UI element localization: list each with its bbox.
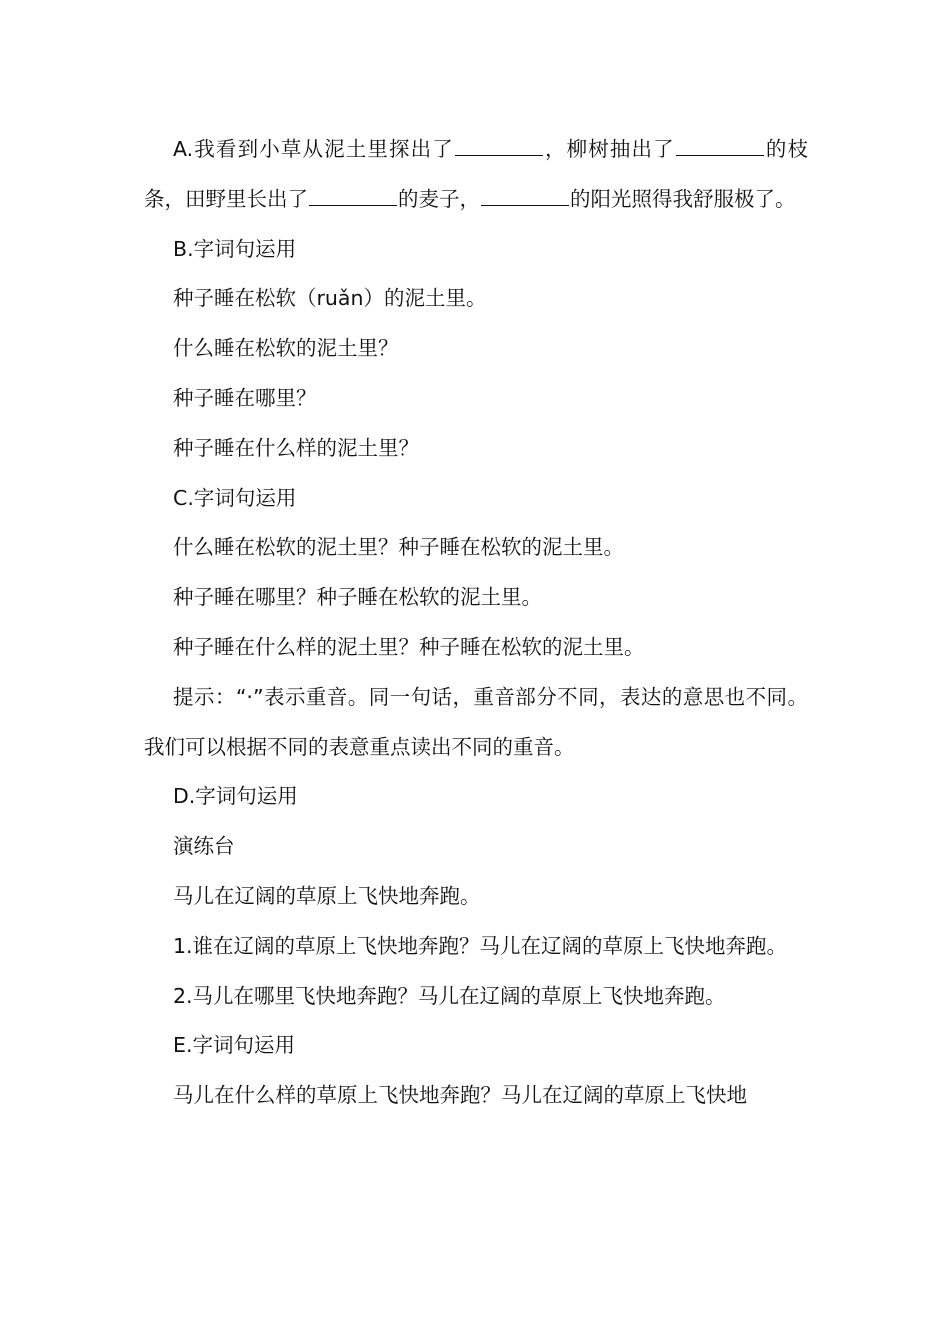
example-sentence: 种子睡在松软（ruǎn）的泥土里。 [173, 286, 487, 311]
text-segment: ，柳树抽出了 [543, 137, 675, 161]
fill-blank-paragraph [144, 125, 808, 225]
practice-item: 1.谁在辽阔的草原上飞快地奔跑？马儿在辽阔的草原上飞快地奔跑。 [173, 933, 788, 958]
hint-paragraph: 提示：“·”表示重音。同一句话，重音部分不同，表达的意思也不同。我们可以根据不同的表意重点读出不同的重音。 [144, 684, 808, 759]
section-heading-e: E.字词句运用 [173, 1033, 295, 1058]
question-line: 什么睡在松软的泥土里？ [173, 336, 399, 361]
text-segment: A.我看到小草从泥土里探出了 [173, 137, 454, 161]
example-sentence: 马儿在辽阔的草原上飞快地奔跑。 [173, 883, 481, 908]
practice-heading: 演练台 [173, 834, 235, 859]
section-heading-c: C.字词句运用 [173, 485, 297, 510]
answer-line: 种子睡在什么样的泥土里？种子睡在松软的泥土里。 [173, 634, 645, 659]
question-line: 种子睡在哪里？ [173, 385, 317, 410]
question-line: 种子睡在什么样的泥土里？ [173, 435, 419, 460]
blank-line [309, 204, 397, 206]
answer-line: 种子睡在哪里？种子睡在松软的泥土里。 [173, 585, 542, 610]
document-page [144, 125, 808, 1121]
blank-line [455, 154, 543, 156]
answer-line: 什么睡在松软的泥土里？种子睡在松软的泥土里。 [173, 535, 624, 560]
blank-line [676, 154, 764, 156]
text-segment: 的枝条，田野里长出了 [144, 137, 809, 211]
blank-line [481, 204, 569, 206]
section-heading-b: B.字词句运用 [173, 236, 297, 261]
text-segment: 的阳光照得我舒服极了。 [570, 186, 796, 211]
practice-item: 马儿在什么样的草原上飞快地奔跑？马儿在辽阔的草原上飞快地 [173, 1083, 747, 1108]
text-segment: 的麦子， [398, 186, 480, 211]
practice-item: 2.马儿在哪里飞快地奔跑？马儿在辽阔的草原上飞快地奔跑。 [173, 983, 726, 1008]
section-heading-d: D.字词句运用 [173, 784, 298, 809]
